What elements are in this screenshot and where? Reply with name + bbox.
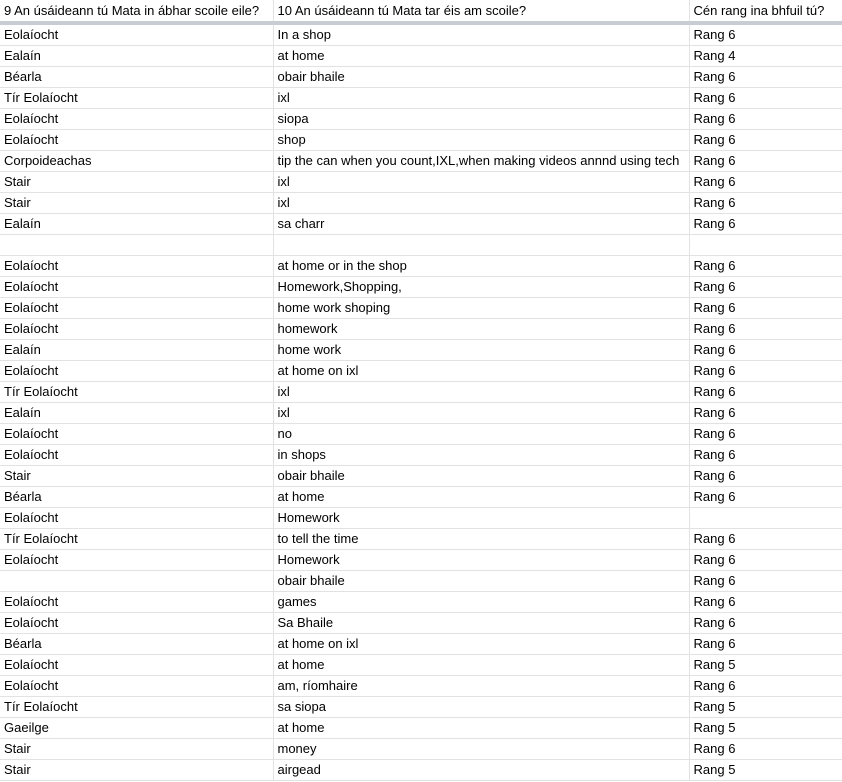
cell-after-school[interactable]: at home — [273, 655, 689, 676]
table-row — [0, 172, 842, 193]
table-row — [0, 382, 842, 403]
cell-class[interactable]: Rang 6 — [689, 613, 842, 634]
table-row — [0, 676, 842, 697]
cell-after-school[interactable]: home work shoping — [273, 298, 689, 319]
table-row — [0, 487, 842, 508]
table-row — [0, 613, 842, 634]
table-row — [0, 151, 842, 172]
cell-subject[interactable]: Eolaíocht — [0, 613, 273, 634]
cell-subject[interactable]: Eolaíocht — [0, 676, 273, 697]
cell-class[interactable]: Rang 6 — [689, 361, 842, 382]
cell-subject[interactable]: Ealaín — [0, 403, 273, 424]
cell-after-school[interactable]: Homework — [273, 550, 689, 571]
cell-after-school[interactable]: tip the can when you count,IXL,when making videos annnd using tech — [273, 151, 689, 172]
cell-class[interactable]: Rang 6 — [689, 529, 842, 550]
cell-after-school[interactable]: sa siopa — [273, 697, 689, 718]
header-cell-subject[interactable]: 9 An úsáideann tú Mata in ábhar scoile eile? — [0, 0, 273, 23]
table-row — [0, 277, 842, 298]
cell-after-school[interactable]: ixl — [273, 193, 689, 214]
cell-subject[interactable]: Eolaíocht — [0, 109, 273, 130]
cell-subject[interactable]: Eolaíocht — [0, 508, 273, 529]
cell-after-school[interactable]: Homework — [273, 508, 689, 529]
table-row — [0, 88, 842, 109]
cell-subject[interactable]: Tír Eolaíocht — [0, 529, 273, 550]
header-cell-class[interactable]: Cén rang ina bhfuil tú? — [689, 0, 842, 23]
cell-after-school[interactable]: at home on ixl — [273, 634, 689, 655]
table-row — [0, 508, 842, 529]
cell-subject[interactable]: Stair — [0, 193, 273, 214]
cell-after-school[interactable]: siopa — [273, 109, 689, 130]
cell-after-school[interactable]: obair bhaile — [273, 67, 689, 88]
cell-class[interactable]: Rang 6 — [689, 550, 842, 571]
cell-subject[interactable]: Stair — [0, 172, 273, 193]
cell-class[interactable]: Rang 4 — [689, 46, 842, 67]
cell-class[interactable]: Rang 6 — [689, 739, 842, 760]
cell-class[interactable]: Rang 6 — [689, 214, 842, 235]
cell-after-school[interactable]: in shops — [273, 445, 689, 466]
table-row — [0, 655, 842, 676]
cell-subject[interactable] — [0, 235, 273, 256]
cell-class[interactable]: Rang 5 — [689, 760, 842, 781]
cell-after-school[interactable]: at home on ixl — [273, 361, 689, 382]
cell-subject[interactable]: Ealaín — [0, 214, 273, 235]
cell-class[interactable]: Rang 6 — [689, 256, 842, 277]
cell-subject[interactable]: Eolaíocht — [0, 277, 273, 298]
cell-after-school[interactable]: homework — [273, 319, 689, 340]
table-row — [0, 718, 842, 739]
cell-after-school[interactable]: am, ríomhaire — [273, 676, 689, 697]
cell-class[interactable] — [689, 508, 842, 529]
cell-subject[interactable]: Eolaíocht — [0, 445, 273, 466]
cell-subject[interactable]: Gaeilge — [0, 718, 273, 739]
table-row — [0, 214, 842, 235]
cell-after-school[interactable]: money — [273, 739, 689, 760]
table-row — [0, 235, 842, 256]
header-cell-after-school[interactable]: 10 An úsáideann tú Mata tar éis am scoile? — [273, 0, 689, 23]
cell-subject[interactable]: Eolaíocht — [0, 298, 273, 319]
table-row — [0, 23, 842, 46]
cell-subject[interactable]: Eolaíocht — [0, 256, 273, 277]
cell-subject[interactable]: Stair — [0, 739, 273, 760]
cell-subject[interactable]: Ealaín — [0, 340, 273, 361]
table-row — [0, 67, 842, 88]
table-row — [0, 256, 842, 277]
cell-class[interactable]: Rang 6 — [689, 298, 842, 319]
table-row — [0, 46, 842, 67]
cell-after-school[interactable]: In a shop — [273, 23, 689, 46]
cell-class[interactable]: Rang 6 — [689, 634, 842, 655]
cell-class[interactable]: Rang 6 — [689, 277, 842, 298]
cell-class[interactable]: Rang 6 — [689, 130, 842, 151]
table-row — [0, 550, 842, 571]
cell-class[interactable]: Rang 6 — [689, 172, 842, 193]
cell-after-school[interactable]: to tell the time — [273, 529, 689, 550]
cell-subject[interactable]: Ealaín — [0, 46, 273, 67]
table-row — [0, 340, 842, 361]
cell-subject[interactable]: Béarla — [0, 634, 273, 655]
cell-class[interactable]: Rang 6 — [689, 445, 842, 466]
cell-after-school[interactable]: ixl — [273, 403, 689, 424]
cell-after-school[interactable]: airgead — [273, 760, 689, 781]
cell-after-school[interactable]: at home — [273, 46, 689, 67]
cell-class[interactable]: Rang 6 — [689, 193, 842, 214]
table-row — [0, 109, 842, 130]
table-row — [0, 319, 842, 340]
cell-after-school[interactable]: games — [273, 592, 689, 613]
cell-subject[interactable]: Stair — [0, 760, 273, 781]
table-row — [0, 130, 842, 151]
cell-after-school[interactable]: ixl — [273, 88, 689, 109]
cell-subject[interactable]: Tír Eolaíocht — [0, 382, 273, 403]
cell-subject[interactable]: Tír Eolaíocht — [0, 697, 273, 718]
table-row — [0, 571, 842, 592]
cell-subject[interactable]: Eolaíocht — [0, 550, 273, 571]
cell-after-school[interactable]: no — [273, 424, 689, 445]
cell-subject[interactable]: Béarla — [0, 67, 273, 88]
table-row — [0, 592, 842, 613]
cell-subject[interactable]: Eolaíocht — [0, 592, 273, 613]
table-row — [0, 739, 842, 760]
cell-class[interactable]: Rang 6 — [689, 151, 842, 172]
cell-after-school[interactable]: home work — [273, 340, 689, 361]
cell-class[interactable]: Rang 5 — [689, 718, 842, 739]
table-row — [0, 634, 842, 655]
cell-class[interactable]: Rang 6 — [689, 466, 842, 487]
cell-class[interactable]: Rang 6 — [689, 23, 842, 46]
cell-class[interactable]: Rang 6 — [689, 676, 842, 697]
table-row — [0, 760, 842, 781]
table-row — [0, 403, 842, 424]
cell-after-school[interactable]: at home — [273, 487, 689, 508]
cell-subject[interactable]: Eolaíocht — [0, 23, 273, 46]
cell-class[interactable] — [689, 235, 842, 256]
cell-subject[interactable]: Béarla — [0, 487, 273, 508]
cell-after-school[interactable]: obair bhaile — [273, 466, 689, 487]
cell-after-school[interactable]: at home or in the shop — [273, 256, 689, 277]
cell-class[interactable]: Rang 6 — [689, 424, 842, 445]
cell-subject[interactable]: Eolaíocht — [0, 319, 273, 340]
cell-class[interactable]: Rang 6 — [689, 109, 842, 130]
cell-subject[interactable]: Corpoideachas — [0, 151, 273, 172]
cell-class[interactable]: Rang 6 — [689, 88, 842, 109]
header-row — [0, 0, 842, 23]
cell-after-school[interactable]: obair bhaile — [273, 571, 689, 592]
cell-subject[interactable]: Eolaíocht — [0, 361, 273, 382]
cell-subject[interactable]: Stair — [0, 466, 273, 487]
cell-class[interactable]: Rang 6 — [689, 487, 842, 508]
cell-subject[interactable]: Tír Eolaíocht — [0, 88, 273, 109]
cell-after-school[interactable]: Homework,Shopping, — [273, 277, 689, 298]
cell-subject[interactable]: Eolaíocht — [0, 130, 273, 151]
cell-class[interactable]: Rang 6 — [689, 592, 842, 613]
cell-class[interactable]: Rang 6 — [689, 340, 842, 361]
cell-after-school[interactable]: Sa Bhaile — [273, 613, 689, 634]
cell-class[interactable]: Rang 6 — [689, 319, 842, 340]
table-row — [0, 466, 842, 487]
cell-class[interactable]: Rang 6 — [689, 67, 842, 88]
table-row — [0, 298, 842, 319]
cell-after-school[interactable]: ixl — [273, 382, 689, 403]
table-row — [0, 361, 842, 382]
cell-class[interactable]: Rang 5 — [689, 655, 842, 676]
cell-after-school[interactable]: shop — [273, 130, 689, 151]
cell-class[interactable]: Rang 6 — [689, 403, 842, 424]
cell-subject[interactable]: Eolaíocht — [0, 424, 273, 445]
table-row — [0, 424, 842, 445]
cell-after-school[interactable] — [273, 235, 689, 256]
table-row — [0, 529, 842, 550]
table-row — [0, 445, 842, 466]
cell-class[interactable]: Rang 6 — [689, 571, 842, 592]
cell-subject[interactable] — [0, 571, 273, 592]
cell-class[interactable]: Rang 5 — [689, 697, 842, 718]
cell-after-school[interactable]: at home — [273, 718, 689, 739]
cell-subject[interactable]: Eolaíocht — [0, 655, 273, 676]
table-row — [0, 697, 842, 718]
cell-after-school[interactable]: ixl — [273, 172, 689, 193]
cell-after-school[interactable]: sa charr — [273, 214, 689, 235]
cell-class[interactable]: Rang 6 — [689, 382, 842, 403]
table-row — [0, 193, 842, 214]
